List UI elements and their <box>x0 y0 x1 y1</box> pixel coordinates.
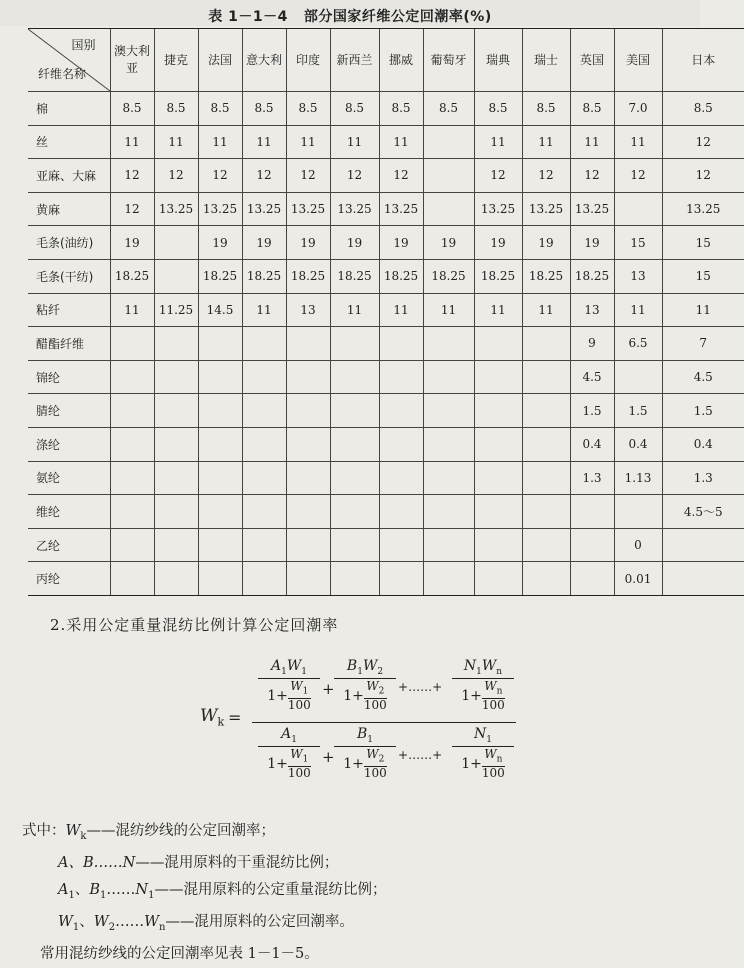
rate-cell <box>242 461 286 495</box>
table-row <box>28 495 744 529</box>
rate-cell <box>522 360 570 394</box>
rate-cell <box>330 528 379 562</box>
fiber-name-cell: 锦纶 <box>28 360 110 394</box>
rate-cell: 0 <box>614 528 662 562</box>
rate-cell: 8.5 <box>662 92 744 126</box>
rate-cell: 0.4 <box>614 427 662 461</box>
rate-cell <box>379 427 423 461</box>
rate-cell: 12 <box>110 192 154 226</box>
rate-cell <box>474 427 522 461</box>
rate-cell <box>662 562 744 596</box>
fiber-name-cell: 丝 <box>28 125 110 159</box>
country-header: 捷克 <box>154 29 198 92</box>
rate-cell <box>330 327 379 361</box>
table-row <box>28 360 744 394</box>
rate-cell <box>522 394 570 428</box>
rate-cell: 12 <box>330 159 379 193</box>
rate-cell: 11 <box>570 125 614 159</box>
rate-cell: 18.25 <box>330 259 379 293</box>
explain-line-commercial-ratio: $A_1$、$B_1\dots\dots N_1——$混用原料的公定重量混纺比例； <box>58 881 387 901</box>
rate-cell <box>379 528 423 562</box>
rate-cell: 12 <box>662 125 744 159</box>
table-row <box>28 327 744 361</box>
formula-lhs: $W_k$ <box>200 706 225 729</box>
rate-cell: 11 <box>522 125 570 159</box>
rate-cell <box>154 226 198 260</box>
rate-cell: 18.25 <box>242 259 286 293</box>
rate-cell <box>242 562 286 596</box>
rate-cell <box>242 427 286 461</box>
rate-cell <box>423 192 474 226</box>
rate-cell: 12 <box>110 159 154 193</box>
rate-cell <box>379 461 423 495</box>
rate-cell <box>286 394 330 428</box>
rate-cell <box>286 427 330 461</box>
rate-cell <box>110 562 154 596</box>
fiber-name-cell: 涤纶 <box>28 427 110 461</box>
rate-cell: 15 <box>662 259 744 293</box>
rate-cell <box>110 461 154 495</box>
rate-cell <box>330 360 379 394</box>
country-header: 挪威 <box>379 29 423 92</box>
rate-cell: 13.25 <box>286 192 330 226</box>
country-header: 新西兰 <box>330 29 379 92</box>
formula-equals: = <box>228 708 242 727</box>
rate-cell <box>154 259 198 293</box>
rate-cell: 19 <box>379 226 423 260</box>
country-header: 法国 <box>198 29 242 92</box>
fiber-name-cell: 毛条(油纺) <box>28 226 110 260</box>
rate-cell <box>522 461 570 495</box>
rate-cell <box>423 495 474 529</box>
rate-cell: 8.5 <box>379 92 423 126</box>
rate-cell <box>474 461 522 495</box>
rate-cell: 11 <box>614 125 662 159</box>
rate-cell: 8.5 <box>154 92 198 126</box>
rate-cell <box>423 562 474 596</box>
rate-cell <box>286 360 330 394</box>
rate-cell: 9 <box>570 327 614 361</box>
rate-cell: 19 <box>110 226 154 260</box>
rate-cell <box>286 461 330 495</box>
rate-cell: 12 <box>379 159 423 193</box>
rate-cell: 13.25 <box>379 192 423 226</box>
rate-cell <box>154 562 198 596</box>
rate-cell: 19 <box>286 226 330 260</box>
rate-cell <box>198 394 242 428</box>
rate-cell: 13.25 <box>330 192 379 226</box>
rate-cell: 8.5 <box>522 92 570 126</box>
table-row <box>28 394 744 428</box>
rate-cell: 12 <box>198 159 242 193</box>
rate-cell: 11 <box>474 125 522 159</box>
rate-cell: 8.5 <box>474 92 522 126</box>
rate-cell <box>522 562 570 596</box>
rate-cell: 18.25 <box>286 259 330 293</box>
rate-cell <box>198 562 242 596</box>
rate-cell <box>286 562 330 596</box>
rate-cell: 8.5 <box>423 92 474 126</box>
rate-cell: 1.5 <box>662 394 744 428</box>
rate-cell: 19 <box>570 226 614 260</box>
moisture-regain-table <box>28 28 744 596</box>
rate-cell: 18.25 <box>423 259 474 293</box>
rate-cell: 15 <box>662 226 744 260</box>
fiber-name-cell: 腈纶 <box>28 394 110 428</box>
country-header: 美国 <box>614 29 662 92</box>
rate-cell <box>110 327 154 361</box>
rate-cell <box>423 125 474 159</box>
rate-cell: 4.5 <box>662 360 744 394</box>
rate-cell: 8.5 <box>242 92 286 126</box>
rate-cell <box>110 427 154 461</box>
num-term-b: $B_1W_2$ $1+W_2$ 100 <box>334 658 396 712</box>
rate-cell: 12 <box>286 159 330 193</box>
rate-cell: 13.25 <box>662 192 744 226</box>
rate-cell: 0.4 <box>570 427 614 461</box>
rate-cell: 7.0 <box>614 92 662 126</box>
table-number: 表 1－1－4 <box>208 9 288 25</box>
rate-cell: 11 <box>110 293 154 327</box>
den-plus-dots: +……+ <box>398 748 443 762</box>
rate-cell: 8.5 <box>198 92 242 126</box>
fiber-name-cell: 氨纶 <box>28 461 110 495</box>
rate-cell <box>423 528 474 562</box>
rate-cell: 11 <box>522 293 570 327</box>
rate-cell: 19 <box>522 226 570 260</box>
rate-cell: 11 <box>110 125 154 159</box>
rate-cell: 11 <box>423 293 474 327</box>
rate-cell: 1.3 <box>570 461 614 495</box>
rate-cell: 13.25 <box>522 192 570 226</box>
table-row <box>28 528 744 562</box>
fiber-name-cell: 棉 <box>28 92 110 126</box>
rate-cell <box>110 528 154 562</box>
rate-cell: 13 <box>570 293 614 327</box>
rate-cell: 12 <box>662 159 744 193</box>
rate-cell <box>423 360 474 394</box>
rate-cell <box>474 528 522 562</box>
formula-explanation <box>22 818 692 968</box>
country-header: 意大利 <box>242 29 286 92</box>
rate-cell <box>154 394 198 428</box>
rate-cell: 11 <box>242 125 286 159</box>
table-row <box>28 461 744 495</box>
fiber-name-cell: 乙纶 <box>28 528 110 562</box>
rate-cell <box>379 562 423 596</box>
rate-cell: 12 <box>242 159 286 193</box>
rate-cell: 4.5 <box>570 360 614 394</box>
rate-cell: 11 <box>330 293 379 327</box>
rate-cell: 13 <box>614 259 662 293</box>
table-row <box>28 159 744 193</box>
rate-cell <box>154 495 198 529</box>
rate-cell: 13.25 <box>242 192 286 226</box>
fiber-name-cell: 维纶 <box>28 495 110 529</box>
rate-cell: 18.25 <box>110 259 154 293</box>
rate-cell <box>286 495 330 529</box>
rate-cell: 0.01 <box>614 562 662 596</box>
rate-cell: 12 <box>154 159 198 193</box>
formula-main-fraction-bar <box>252 722 516 723</box>
rate-cell <box>110 495 154 529</box>
rate-cell <box>330 562 379 596</box>
rate-cell <box>198 327 242 361</box>
rate-cell: 11 <box>154 125 198 159</box>
rate-cell: 13.25 <box>570 192 614 226</box>
rate-cell: 11 <box>474 293 522 327</box>
rate-cell <box>242 327 286 361</box>
rate-cell <box>154 360 198 394</box>
rate-cell: 19 <box>198 226 242 260</box>
fiber-name-cell: 亚麻、大麻 <box>28 159 110 193</box>
num-term-n: $N_1W_n$ $1+W_n$ 100 <box>452 658 514 712</box>
table-header-row <box>28 29 744 92</box>
rate-cell <box>198 528 242 562</box>
corner-fiber-label: 纤维名称 <box>38 67 87 81</box>
rate-cell: 8.5 <box>330 92 379 126</box>
fiber-name-cell: 丙纶 <box>28 562 110 596</box>
corner-country-label: 国别 <box>71 38 96 52</box>
rate-cell: 11 <box>330 125 379 159</box>
country-header: 英国 <box>570 29 614 92</box>
rate-cell: 13 <box>286 293 330 327</box>
rate-cell <box>198 495 242 529</box>
rate-cell <box>198 427 242 461</box>
den-term-n: $N_1$ $1+W_n$ 100 <box>452 726 514 780</box>
rate-cell: 12 <box>522 159 570 193</box>
rate-cell: 12 <box>570 159 614 193</box>
rate-cell: 1.5 <box>614 394 662 428</box>
rate-cell: 18.25 <box>198 259 242 293</box>
rate-cell <box>662 528 744 562</box>
rate-cell: 18.25 <box>522 259 570 293</box>
rate-cell <box>110 360 154 394</box>
rate-cell: 14.5 <box>198 293 242 327</box>
rate-cell <box>423 327 474 361</box>
rate-cell <box>614 495 662 529</box>
country-header: 澳大利亚 <box>110 29 154 92</box>
num-plus-dots: +……+ <box>398 680 443 694</box>
rate-cell <box>614 192 662 226</box>
rate-cell <box>242 528 286 562</box>
table-row <box>28 226 744 260</box>
explain-line-dry-ratio: A、B……N——混用原料的干重混纺比例； <box>58 854 339 871</box>
rate-cell: 8.5 <box>286 92 330 126</box>
rate-cell <box>154 528 198 562</box>
rate-cell: 15 <box>614 226 662 260</box>
rate-cell <box>198 360 242 394</box>
rate-cell: 1.3 <box>662 461 744 495</box>
den-plus-1: + <box>322 748 335 766</box>
rate-cell: 4.5～5 <box>662 495 744 529</box>
rate-cell: 19 <box>423 226 474 260</box>
rate-cell <box>522 495 570 529</box>
table-title <box>0 6 700 26</box>
rate-cell <box>474 495 522 529</box>
rate-cell: 18.25 <box>570 259 614 293</box>
rate-cell <box>242 495 286 529</box>
rate-cell <box>286 528 330 562</box>
fiber-name-cell: 粘纤 <box>28 293 110 327</box>
table-caption: 部分国家纤维公定回潮率(%) <box>303 9 492 25</box>
table-row <box>28 427 744 461</box>
rate-cell: 19 <box>330 226 379 260</box>
den-term-a: $A_1$ $1+W_1$ 100 <box>258 726 320 780</box>
rate-cell: 11.25 <box>154 293 198 327</box>
rate-cell: 11 <box>242 293 286 327</box>
rate-cell: 13.25 <box>474 192 522 226</box>
rate-cell <box>423 394 474 428</box>
country-header: 瑞士 <box>522 29 570 92</box>
country-header: 瑞典 <box>474 29 522 92</box>
num-term-a: $A_1W_1$ $1+W_1$ 100 <box>258 658 320 712</box>
rate-cell <box>522 427 570 461</box>
rate-cell: 8.5 <box>110 92 154 126</box>
rate-cell <box>423 159 474 193</box>
rate-cell <box>330 427 379 461</box>
blend-formula <box>200 656 700 786</box>
rate-cell: 6.5 <box>614 327 662 361</box>
rate-cell <box>330 461 379 495</box>
country-header: 印度 <box>286 29 330 92</box>
rate-cell <box>379 495 423 529</box>
table-row <box>28 259 744 293</box>
rate-cell: 19 <box>474 226 522 260</box>
rate-cell <box>330 394 379 428</box>
rate-cell <box>379 394 423 428</box>
rate-cell: 12 <box>614 159 662 193</box>
den-term-b: $B_1$ $1+W_2$ 100 <box>334 726 396 780</box>
rate-cell <box>242 394 286 428</box>
rate-cell <box>154 427 198 461</box>
table-row <box>28 562 744 596</box>
rate-cell: 11 <box>614 293 662 327</box>
rate-cell: 1.5 <box>570 394 614 428</box>
rate-cell <box>154 461 198 495</box>
rate-cell: 11 <box>379 293 423 327</box>
rate-cell <box>522 327 570 361</box>
table-row <box>28 125 744 159</box>
num-plus-1: + <box>322 680 335 698</box>
section-heading: 2.采用公定重量混纺比例计算公定回潮率 <box>50 616 339 634</box>
rate-cell <box>379 360 423 394</box>
rate-cell: 18.25 <box>474 259 522 293</box>
rate-cell <box>154 327 198 361</box>
rate-cell <box>474 562 522 596</box>
rate-cell: 11 <box>198 125 242 159</box>
rate-cell <box>242 360 286 394</box>
rate-cell: 11 <box>662 293 744 327</box>
explain-line-reference: 常用混纺纱线的公定回潮率见表 1－1－5。 <box>40 945 319 962</box>
rate-cell: 12 <box>474 159 522 193</box>
table-body <box>28 92 744 596</box>
rate-cell: 8.5 <box>570 92 614 126</box>
rate-cell <box>522 528 570 562</box>
rate-cell <box>423 461 474 495</box>
table-row <box>28 293 744 327</box>
explain-line-wk: 式中：$W_k——$混纺纱线的公定回潮率； <box>22 823 275 842</box>
rate-cell: 11 <box>286 125 330 159</box>
rate-cell <box>474 394 522 428</box>
explain-line-regain: $W_1$、$W_2\dots\dots W_n——$混用原料的公定回潮率。 <box>58 913 354 933</box>
table-row <box>28 92 744 126</box>
table-corner-cell <box>28 29 110 92</box>
rate-cell <box>330 495 379 529</box>
rate-cell <box>474 327 522 361</box>
rate-cell <box>423 427 474 461</box>
rate-cell: 1.13 <box>614 461 662 495</box>
rate-cell: 0.4 <box>662 427 744 461</box>
rate-cell <box>379 327 423 361</box>
rate-cell: 13.25 <box>154 192 198 226</box>
rate-cell: 19 <box>242 226 286 260</box>
rate-cell <box>286 327 330 361</box>
rate-cell <box>570 562 614 596</box>
rate-cell: 11 <box>379 125 423 159</box>
rate-cell <box>474 360 522 394</box>
rate-cell <box>614 360 662 394</box>
rate-cell: 13.25 <box>198 192 242 226</box>
rate-cell: 7 <box>662 327 744 361</box>
table-row <box>28 192 744 226</box>
rate-cell <box>570 528 614 562</box>
rate-cell <box>570 495 614 529</box>
rate-cell <box>110 394 154 428</box>
rate-cell: 18.25 <box>379 259 423 293</box>
fiber-name-cell: 黄麻 <box>28 192 110 226</box>
rate-cell <box>198 461 242 495</box>
fiber-name-cell: 毛条(干纺) <box>28 259 110 293</box>
country-header: 日本 <box>662 29 744 92</box>
fiber-name-cell: 醋酯纤维 <box>28 327 110 361</box>
country-header: 葡萄牙 <box>423 29 474 92</box>
